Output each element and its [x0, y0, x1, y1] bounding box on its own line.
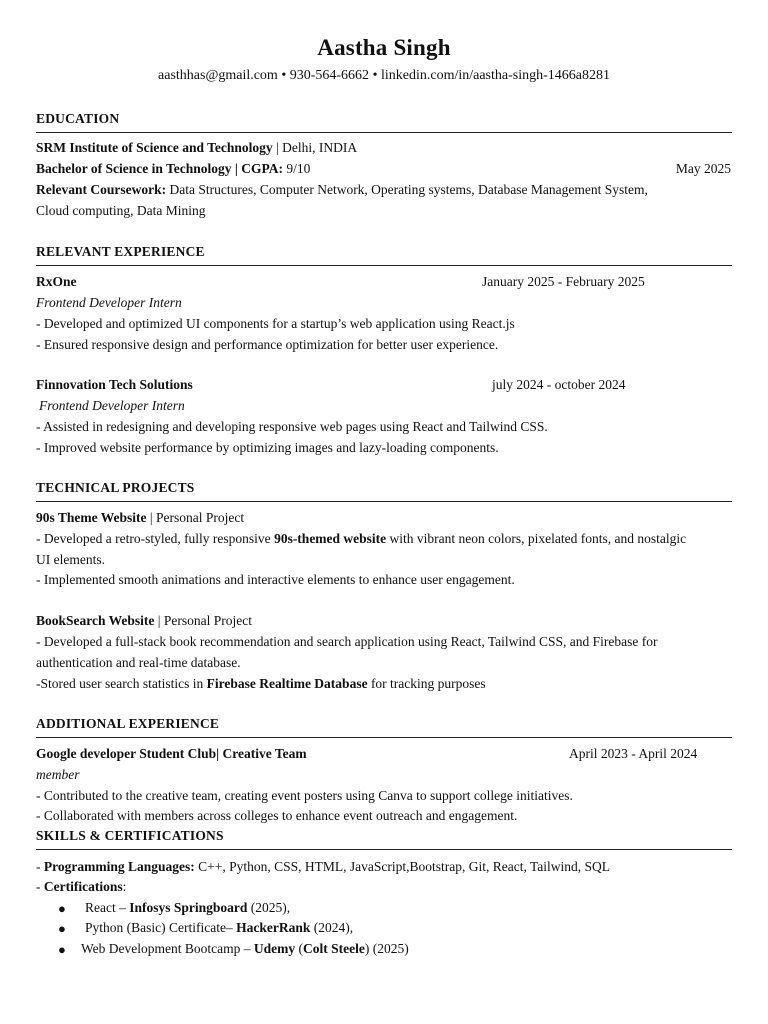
- education-date: May 2025: [675, 161, 731, 176]
- project-tag: | Personal Project: [146, 510, 245, 525]
- job-company: RxOne: [36, 274, 77, 289]
- certifications-label-line: - Certifications:: [36, 879, 127, 894]
- skills-programming-line: - Programming Languages: C++, Python, CSS, HTML, JavaScript,Bootstrap, Git, React, Tailwind, SQL: [36, 859, 611, 874]
- project-bullet-cont: UI elements.: [36, 552, 105, 567]
- section-heading-projects: TECHNICAL PROJECTS: [36, 480, 732, 502]
- linkedin-link[interactable]: linkedin.com/in/aastha-singh-1466a8281: [380, 68, 610, 83]
- org-bullet: - Collaborated with members across colleges to enhance event outreach and engagement.: [36, 808, 518, 823]
- org-role: member: [36, 767, 80, 782]
- skills-label: Programming Languages:: [43, 859, 195, 874]
- institution-location: Delhi, INDIA: [282, 140, 358, 155]
- bullet-icon: ●: [58, 901, 66, 916]
- certification-item: Python (Basic) Certificate– HackerRank (2024),: [85, 920, 354, 935]
- project-title: 90s Theme Website: [36, 510, 147, 525]
- cgpa-value: 9/10: [282, 161, 311, 176]
- coursework-list: Data Structures, Computer Network, Operating systems, Database Management System,: [166, 182, 648, 197]
- certification-item: Web Development Bootcamp – Udemy (Colt Steele) (2025): [81, 941, 409, 956]
- contact-line: [0, 68, 768, 84]
- project-bullet: - Developed a retro-styled, fully responsive 90s-themed website with vibrant neon colors, pixelated fonts, and nostalgic: [36, 531, 687, 546]
- coursework-label: Relevant Coursework:: [36, 182, 167, 197]
- bullet-icon: ●: [58, 921, 66, 936]
- project-bullet: - Developed a full-stack book recommendation and search application using React, Tailwind CSS, and Firebase for: [36, 634, 658, 649]
- project-title-line: [36, 510, 736, 526]
- email-link[interactable]: aasthhas@gmail.com: [158, 68, 278, 83]
- section-heading-experience: RELEVANT EXPERIENCE: [36, 244, 732, 266]
- job-bullet: - Assisted in redesigning and developing responsive web pages using React and Tailwind CSS.: [36, 419, 548, 434]
- institution-name: SRM Institute of Science and Technology: [36, 140, 273, 155]
- project-title-line: [36, 613, 736, 629]
- candidate-name: Aastha Singh: [317, 35, 451, 60]
- job-role: Frontend Developer Intern: [36, 295, 182, 310]
- degree: Bachelor of Science in Technology | CGPA:: [36, 161, 283, 176]
- certification-item: React – Infosys Springboard (2025),: [85, 900, 291, 915]
- project-tag: | Personal Project: [154, 613, 252, 628]
- skills-list: C++, Python, CSS, HTML, JavaScript,Bootstrap, Git, React, Tailwind, SQL: [194, 859, 611, 874]
- job-bullet: - Improved website performance by optimizing images and lazy-loading components.: [36, 440, 499, 455]
- education-degree-line: [36, 161, 736, 177]
- coursework-line: [36, 182, 736, 198]
- separator: •: [372, 68, 378, 83]
- section-heading-additional: ADDITIONAL EXPERIENCE: [36, 716, 732, 738]
- job-company: Finnovation Tech Solutions: [36, 377, 193, 392]
- certifications-label: Certifications: [43, 879, 123, 894]
- project-title: BookSearch Website: [36, 613, 155, 628]
- job-role: Frontend Developer Intern: [39, 398, 185, 413]
- bullet-icon: ●: [58, 942, 66, 957]
- job-bullet: - Ensured responsive design and performance optimization for better user experience.: [36, 337, 499, 352]
- phone-number: 930-564-6662: [289, 68, 370, 83]
- org-name: Google developer Student Club| Creative Team: [36, 746, 307, 761]
- job-dates: January 2025 - February 2025: [482, 274, 645, 289]
- section-heading-skills: SKILLS & CERTIFICATIONS: [36, 828, 732, 850]
- job-dates: july 2024 - october 2024: [492, 377, 626, 392]
- org-dates: April 2023 - April 2024: [569, 746, 698, 761]
- separator: •: [281, 68, 287, 83]
- coursework-line-2: Cloud computing, Data Mining: [36, 203, 206, 218]
- project-bullet: -Stored user search statistics in Firebase Realtime Database for tracking purposes: [36, 676, 486, 691]
- project-bullet: - Implemented smooth animations and interactive elements to enhance user engagement.: [36, 572, 515, 587]
- job-bullet: - Developed and optimized UI components for a startup’s web application using React.js: [36, 316, 515, 331]
- section-heading-education: EDUCATION: [36, 111, 732, 133]
- education-institution-line: SRM Institute of Science and Technology | Delhi, INDIA: [36, 140, 358, 155]
- org-bullet: - Contributed to the creative team, creating event posters using Canva to support college initiatives.: [36, 788, 573, 803]
- project-bullet-cont: authentication and real-time database.: [36, 655, 241, 670]
